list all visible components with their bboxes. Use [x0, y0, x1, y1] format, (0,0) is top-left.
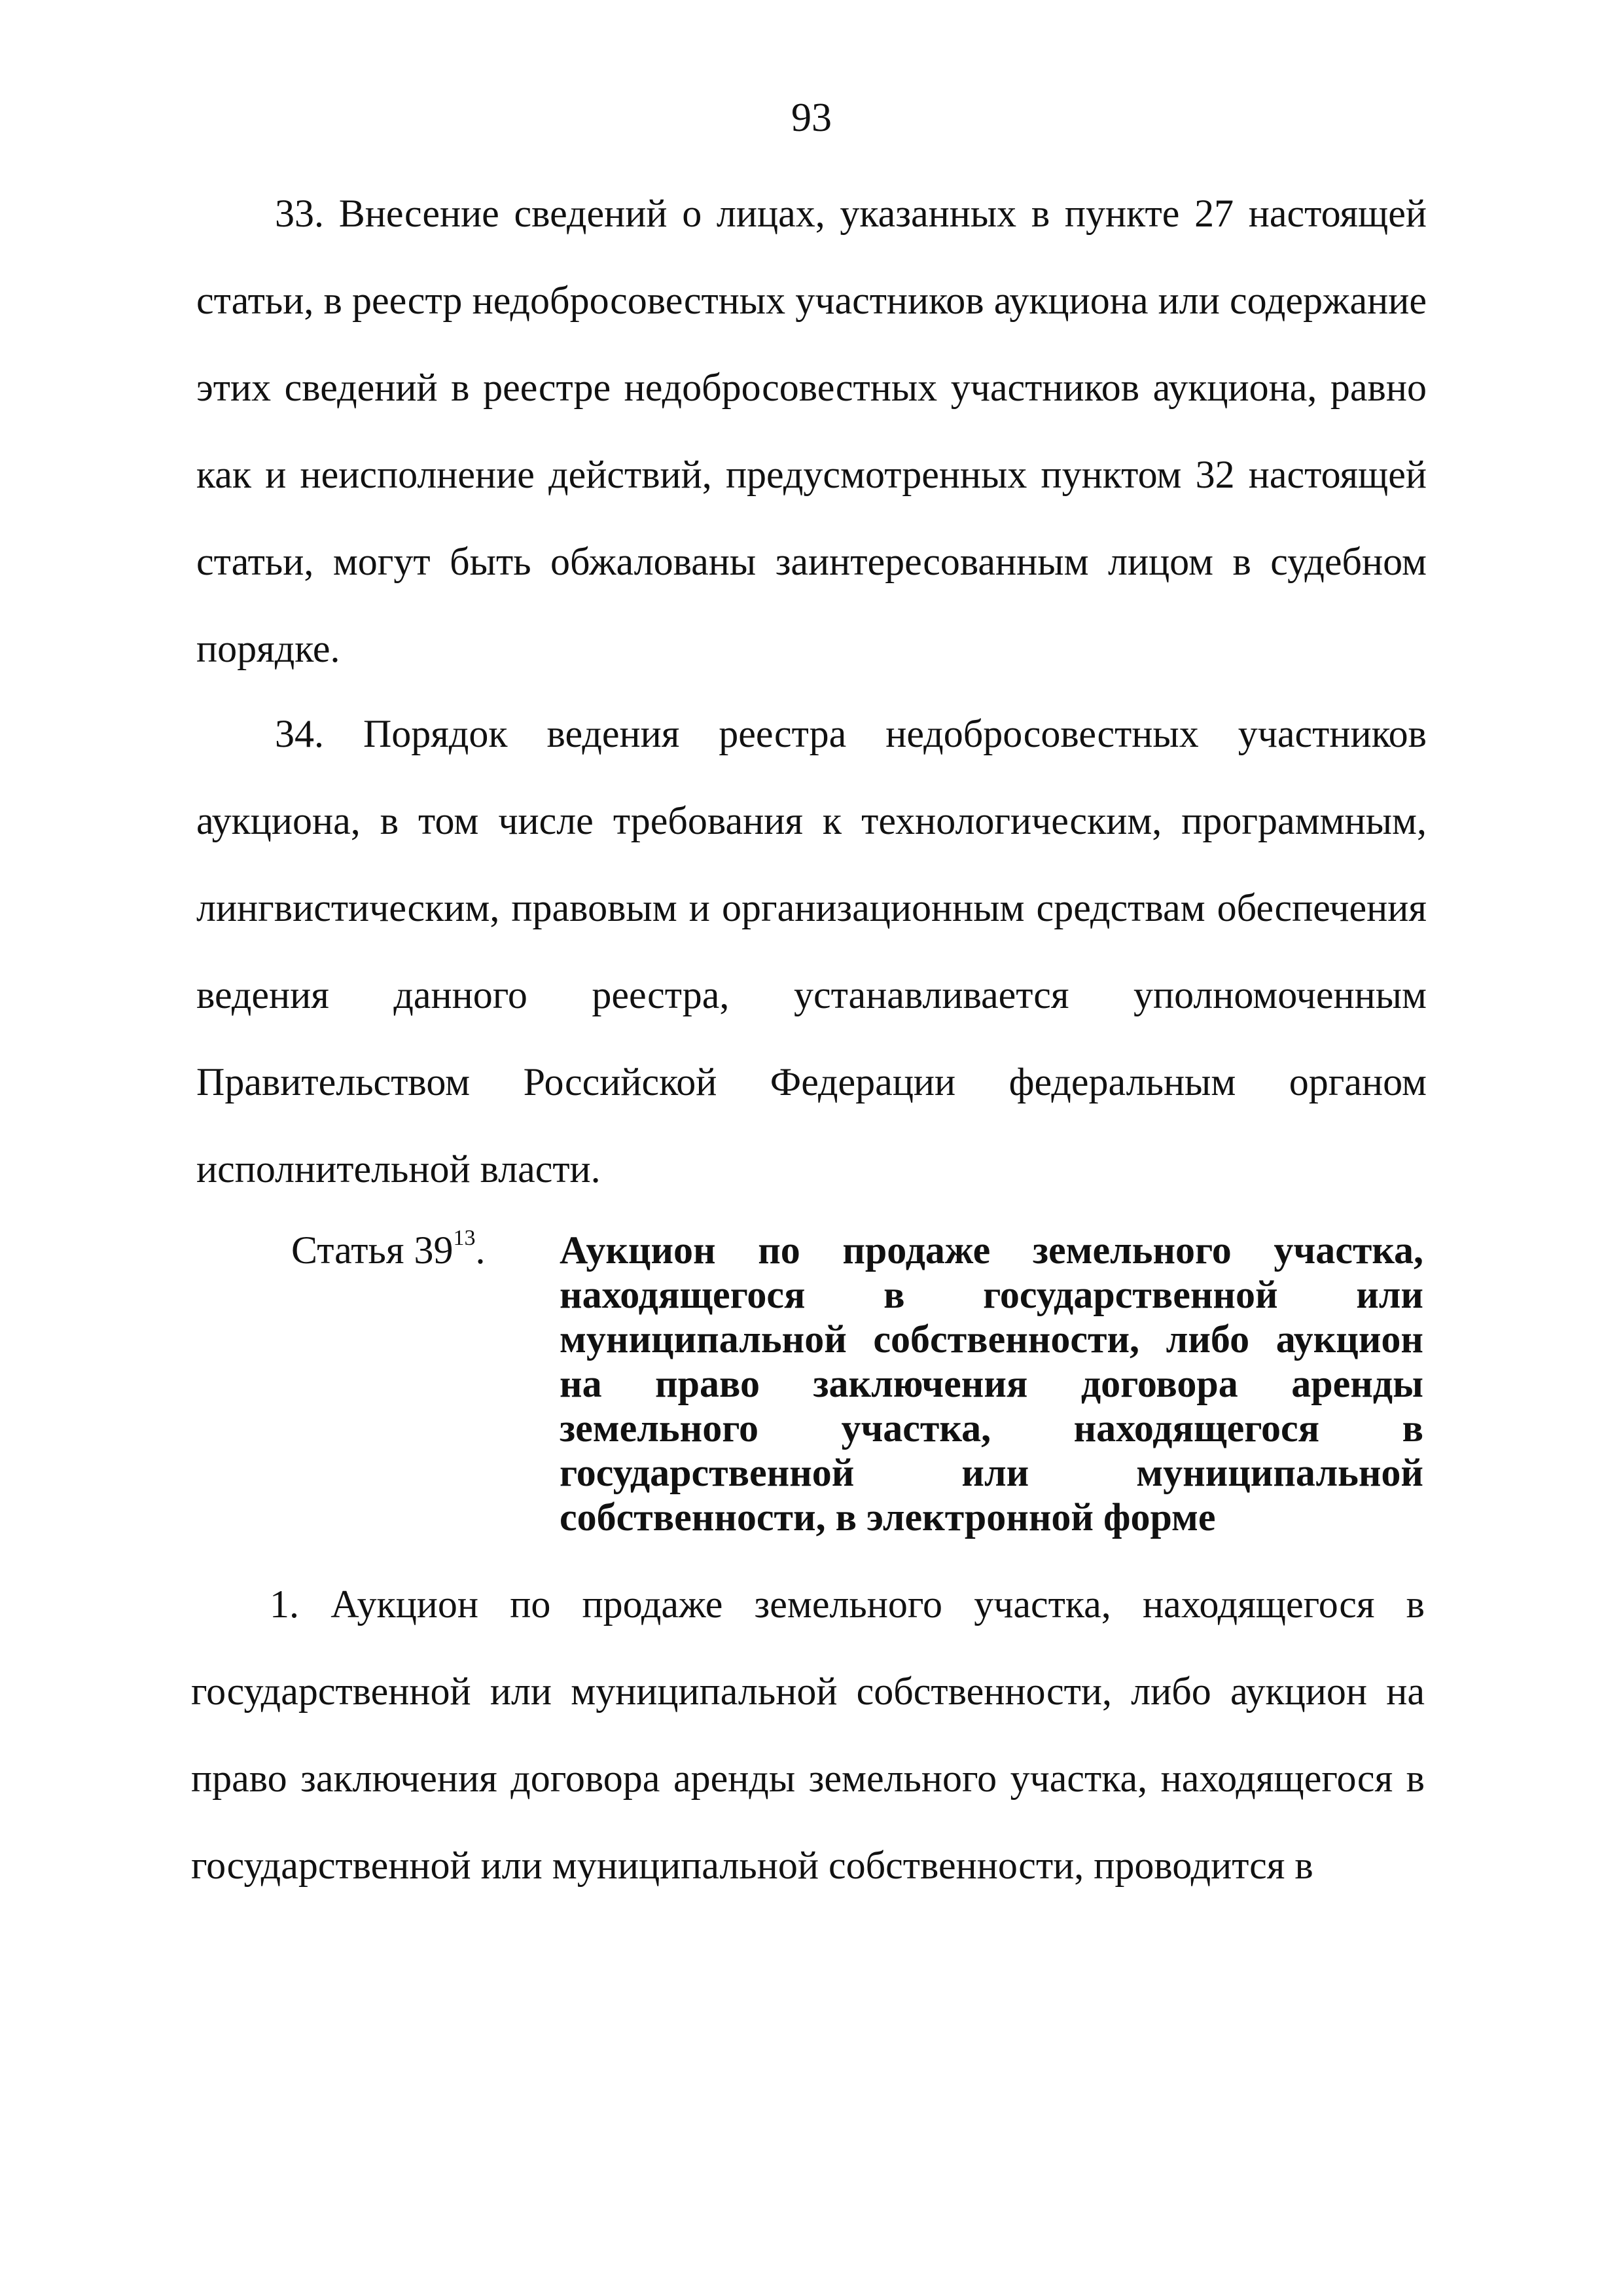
- article-title: Аукцион по продаже земельного участка, находящегося в государственной или муниципальной собственности, либо аукцион на право заключения договора аренды земельного участка, находящегося в государственной или муниципальной собственности, в электронной форме: [560, 1229, 1423, 1539]
- paragraph-1: 1. Аукцион по продаже земельного участка, находящегося в государственной или муниципальной собственности, либо аукцион на право заключения договора аренды земельного участка, находящегося в государственной или муниципальной собственности, проводится в: [191, 1583, 1425, 1887]
- page-number: 93: [791, 96, 832, 140]
- article-number-text: Статья 39: [291, 1229, 454, 1272]
- article-number-suffix: .: [475, 1229, 486, 1272]
- paragraph-34: 34. Порядок ведения реестра недобросовестных участников аукциона, в том числе требования к технологическим, программным, лингвистическим, правовым и организационным средствам обеспечения ведения данного реестра, устанавливается уполномоченным Правительством Российской Федерации федеральным органом исполнительной власти.: [196, 712, 1427, 1191]
- article-number: [291, 1228, 485, 1272]
- article-number-superscript: 13: [453, 1226, 476, 1250]
- article-heading: [196, 1228, 1427, 1555]
- paragraph-33: 33. Внесение сведений о лицах, указанных в пункте 27 настоящей статьи, в реестр недобросовестных участников аукциона или содержание этих сведений в реестре недобросовестных участников аукциона, равно как и неисполнение действий, предусмотренных пунктом 32 настоящей статьи, могут быть обжалованы заинтересованным лицом в судебном порядке.: [196, 192, 1427, 670]
